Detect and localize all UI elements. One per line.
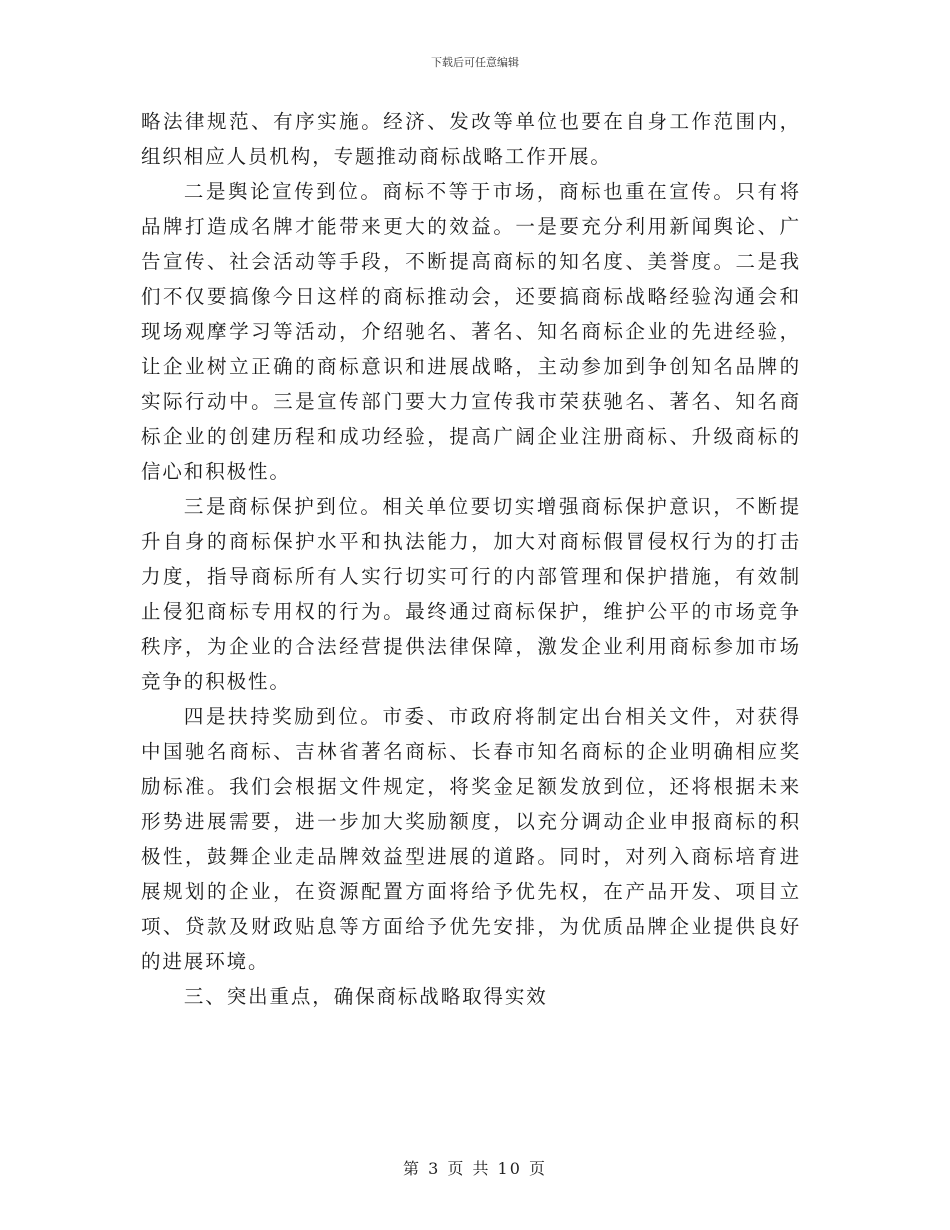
paragraph-continuation: 略法律规范、有序实施。经济、发改等单位也要在自身工作范围内，组织相应人员机构，专题推动商标战略工作开展。 [141,110,801,168]
paragraph-incentives: 四是扶持奖励到位。市委、市政府将制定出台相关文件，对获得中国驰名商标、吉林省著名商标、长春市知名商标的企业明确相应奖励标准。我们会根据文件规定，将奖金足额发放到位，还将根据未来形势进展需要，进一步加大奖励额度，以充分调动企业申报商标的积极性，鼓舞企业走品牌效益型进展的道路。同时，对列入商标培育进展规划的企业，在资源配置方面将给予优先权，在产品开发、项目立项、贷款及财政贴息等方面给予优先安排，为优质品牌企业提供良好的进展环境。 [141,705,801,973]
page-header: 下载后可任意编辑 [431,56,519,69]
document-body [141,104,801,1014]
paragraph-publicity: 二是舆论宣传到位。商标不等于市场，商标也重在宣传。只有将品牌打造成名牌才能带来更大的效益。一是要充分利用新闻舆论、广告宣传、社会活动等手段，不断提高商标的知名度、美誉度。二是我们不仅要搞像今日这样的商标推动会，还要搞商标战略经验沟通会和现场观摩学习等活动，介绍驰名、著名、知名商标企业的先进经验，让企业树立正确的商标意识和进展战略，主动参加到争创知名品牌的实际行动中。三是宣传部门要大力宣传我市荣获驰名、著名、知名商标企业的创建历程和成功经验，提高广阔企业注册商标、升级商标的信心和积极性。 [141,180,801,483]
section-heading: 三、突出重点，确保商标战略取得实效 [183,985,548,1008]
paragraph-protection: 三是商标保护到位。相关单位要切实增强商标保护意识，不断提升自身的商标保护水平和执法能力，加大对商标假冒侵权行为的打击力度，指导商标所有人实行切实可行的内部管理和保护措施，有效制止侵犯商标专用权的行为。最终通过商标保护，维护公平的市场竞争秩序，为企业的合法经营提供法律保障，激发企业利用商标参加市场竞争的积极性。 [141,495,801,693]
page-number-footer: 第 3 页 共 10 页 [403,1159,547,1178]
